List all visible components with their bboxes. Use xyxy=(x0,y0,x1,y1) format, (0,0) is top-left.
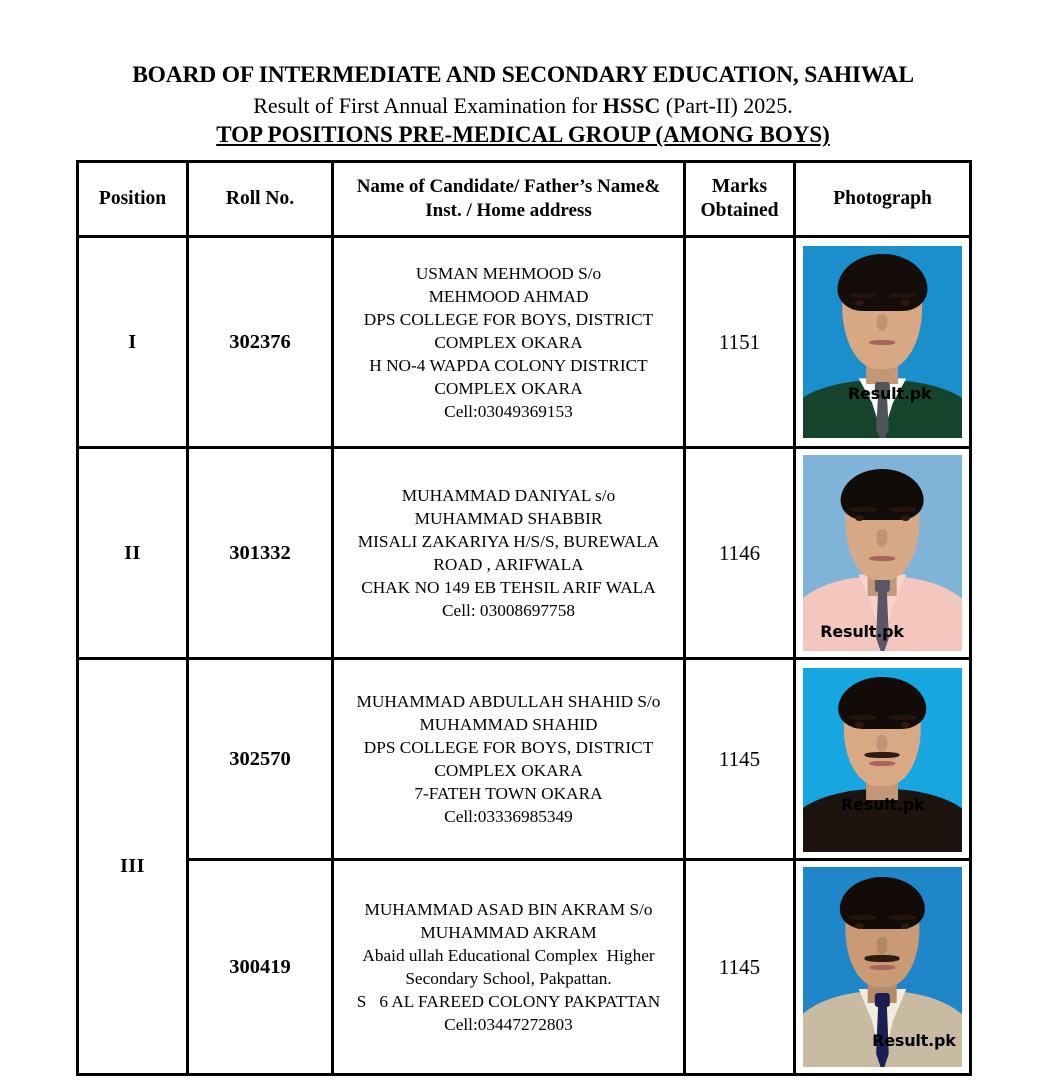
candidate-photo xyxy=(796,861,969,1073)
column-header-candidate-line2: Inst. / Home address xyxy=(425,200,592,221)
candidate-detail-line: Cell:03447272803 xyxy=(444,1015,573,1034)
column-header-roll-no: Roll No. xyxy=(188,162,333,237)
candidate-detail-line: Abaid ullah Educational Complex Higher xyxy=(362,946,655,965)
candidate-detail-line: MISALI ZAKARIYA H/S/S, BUREWALA xyxy=(357,532,660,551)
candidate-detail-line: MUHAMMAD AKRAM xyxy=(420,923,597,942)
photo-frame xyxy=(803,668,962,852)
photo-eye-right xyxy=(901,923,910,929)
candidate-detail-line: MUHAMMAD SHAHID xyxy=(419,715,598,734)
photo-nose xyxy=(877,735,888,752)
cell-candidate-details xyxy=(333,659,685,860)
cell-photograph xyxy=(795,860,971,1075)
results-table-wrapper xyxy=(76,160,972,1076)
cell-roll-no: 301332 xyxy=(188,448,333,659)
table-row xyxy=(78,659,971,860)
candidate-detail-line: MUHAMMAD ABDULLAH SHAHID S/o xyxy=(356,692,661,711)
photo-watermark: Result.pk xyxy=(840,794,925,814)
photo-mouth xyxy=(870,340,895,345)
photo-moustache xyxy=(865,955,900,962)
column-header-photograph: Photograph xyxy=(795,162,971,237)
top-positions-table xyxy=(76,160,972,1076)
candidate-photo xyxy=(796,238,969,446)
exam-subtitle-bold: HSSC xyxy=(602,92,661,118)
candidate-detail-line: MEHMOOD AHMAD xyxy=(428,286,589,306)
candidate-detail-line: Secondary School, Pakpattan. xyxy=(405,969,612,988)
table-row xyxy=(78,448,971,659)
photo-eyebrow-left xyxy=(849,715,876,720)
photo-eye-right xyxy=(901,515,910,521)
column-header-candidate xyxy=(333,162,685,237)
group-title: TOP POSITIONS PRE-MEDICAL GROUP (AMONG BOYS) xyxy=(216,122,830,148)
cell-roll-no: 302376 xyxy=(188,237,333,448)
photo-watermark: Result.pk xyxy=(820,621,904,641)
photo-nose xyxy=(877,937,888,955)
candidate-detail-line: DPS COLLEGE FOR BOYS, DISTRICT xyxy=(363,738,654,757)
candidate-detail-line: MUHAMMAD SHABBIR xyxy=(414,509,603,528)
candidate-detail-line: COMPLEX OKARA xyxy=(434,332,583,352)
cell-photograph xyxy=(795,659,971,860)
photo-tie-knot xyxy=(875,578,889,592)
candidate-detail-line: Cell:03336985349 xyxy=(444,807,573,826)
exam-subtitle-suffix: (Part-II) 2025. xyxy=(660,92,793,118)
cell-position: I xyxy=(78,237,188,448)
table-header-row xyxy=(78,162,971,237)
candidate-detail-line: H NO-4 WAPDA COLONY DISTRICT xyxy=(369,355,648,375)
cell-candidate-details xyxy=(333,237,685,448)
column-header-position: Position xyxy=(78,162,188,237)
table-header xyxy=(78,162,971,237)
photo-mouth xyxy=(870,761,895,766)
cell-position: III xyxy=(78,659,188,1075)
document-heading xyxy=(0,0,1046,148)
cell-marks-obtained: 1145 xyxy=(685,659,795,860)
table-row xyxy=(78,237,971,448)
candidate-detail-line: CHAK NO 149 EB TEHSIL ARIF WALA xyxy=(361,578,656,597)
column-header-marks xyxy=(685,162,795,237)
photo-watermark: Result.pk xyxy=(847,383,932,403)
candidate-detail-line: Cell:03049369153 xyxy=(444,401,573,421)
photo-eyebrow-left xyxy=(849,915,876,920)
candidate-detail-line: ROAD , ARIFWALA xyxy=(433,555,584,574)
candidate-detail-line: DPS COLLEGE FOR BOYS, DISTRICT xyxy=(363,309,654,329)
column-header-marks-line2: Obtained xyxy=(700,200,779,221)
photo-eyebrow-right xyxy=(889,915,916,920)
candidate-detail-line: 7-FATEH TOWN OKARA xyxy=(414,784,603,803)
photo-eyebrow-right xyxy=(889,293,916,298)
cell-photograph xyxy=(795,237,971,448)
candidate-detail-line: Cell: 03008697758 xyxy=(442,601,575,620)
photo-tie xyxy=(876,590,889,651)
photo-watermark: Result.pk xyxy=(872,1030,956,1050)
photo-nose xyxy=(877,529,888,547)
cell-marks-obtained: 1151 xyxy=(685,237,795,448)
photo-frame xyxy=(803,246,962,437)
cell-marks-obtained: 1145 xyxy=(685,860,795,1075)
cell-candidate-details xyxy=(333,860,685,1075)
cell-photograph xyxy=(795,448,971,659)
candidate-photo xyxy=(796,449,969,657)
column-header-marks-line1: Marks xyxy=(711,175,768,197)
candidate-detail-line: MUHAMMAD ASAD BIN AKRAM S/o xyxy=(364,900,653,919)
board-name: BOARD OF INTERMEDIATE AND SECONDARY EDUCATION, SAHIWAL xyxy=(132,62,914,88)
photo-eye-right xyxy=(901,722,910,728)
candidate-detail-line: S 6 AL FAREED COLONY PAKPATTAN xyxy=(356,992,661,1011)
cell-candidate-details xyxy=(333,448,685,659)
cell-roll-no: 302570 xyxy=(188,659,333,860)
photo-mouth xyxy=(870,556,895,561)
cell-position: II xyxy=(78,448,188,659)
column-header-candidate-line1: Name of Candidate/ Father’s Name& xyxy=(356,176,661,198)
exam-subtitle-prefix: Result of First Annual Examination for xyxy=(253,92,603,118)
exam-subtitle xyxy=(0,91,1046,121)
table-row xyxy=(78,860,971,1075)
cell-roll-no: 300419 xyxy=(188,860,333,1075)
photo-eye-right xyxy=(901,300,910,306)
photo-eyebrow-right xyxy=(889,715,916,720)
photo-eyebrow-left xyxy=(849,293,876,298)
photo-mouth xyxy=(870,965,895,970)
table-body xyxy=(78,237,971,1075)
cell-marks-obtained: 1146 xyxy=(685,448,795,659)
candidate-detail-line: MUHAMMAD DANIYAL s/o xyxy=(401,486,616,505)
candidate-detail-line: COMPLEX OKARA xyxy=(434,761,583,780)
candidate-photo xyxy=(796,660,969,858)
candidate-detail-line: COMPLEX OKARA xyxy=(434,378,583,398)
candidate-detail-line: USMAN MEHMOOD S/o xyxy=(415,263,602,283)
photo-tie-knot xyxy=(875,993,889,1007)
